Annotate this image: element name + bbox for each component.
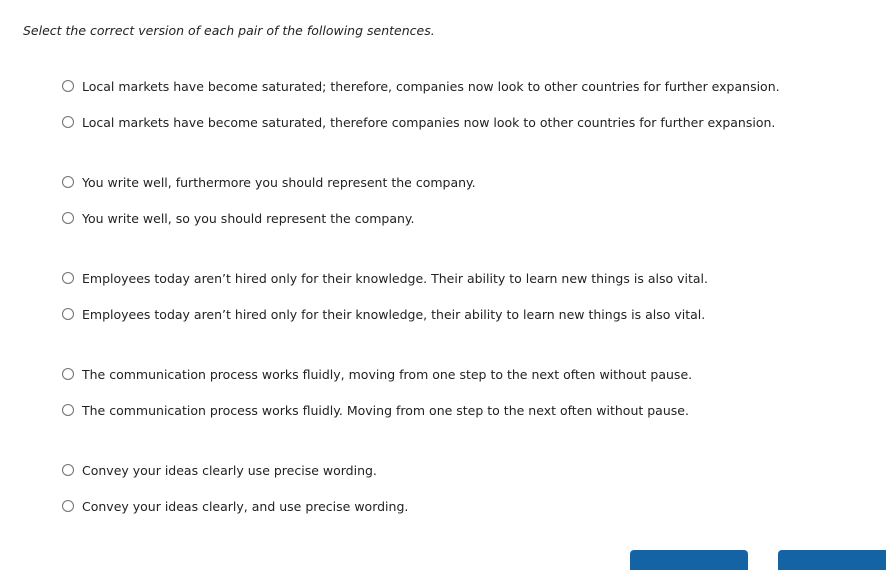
question-1-option-1[interactable] (62, 76, 780, 96)
radio-button[interactable] (62, 404, 74, 416)
question-5-option-1[interactable] (62, 460, 377, 480)
radio-button[interactable] (62, 308, 74, 320)
option-label: The communication process works fluidly, moving from one step to the next often without pause. (82, 366, 693, 382)
option-label: You write well, furthermore you should represent the company. (82, 174, 476, 190)
option-label: Convey your ideas clearly use precise wording. (82, 462, 377, 478)
radio-button[interactable] (62, 80, 74, 92)
question-2-option-1[interactable] (62, 172, 476, 192)
option-label: You write well, so you should represent the company. (82, 210, 415, 226)
radio-button[interactable] (62, 116, 74, 128)
option-label: Local markets have become saturated, therefore companies now look to other countries for further expansion. (82, 114, 776, 130)
radio-button[interactable] (62, 272, 74, 284)
next-button[interactable] (778, 550, 886, 570)
question-4-option-1[interactable] (62, 364, 692, 384)
previous-button[interactable] (630, 550, 748, 570)
instructions-text: Select the correct version of each pair of the following sentences. (23, 23, 435, 38)
option-label: Employees today aren’t hired only for their knowledge. Their ability to learn new things is also vital. (82, 270, 708, 286)
question-5-option-2[interactable] (62, 496, 408, 516)
option-label: The communication process works fluidly. Moving from one step to the next often without pause. (82, 402, 689, 418)
radio-button[interactable] (62, 176, 74, 188)
question-4-option-2[interactable] (62, 400, 689, 420)
option-label: Local markets have become saturated; therefore, companies now look to other countries for further expansion. (82, 78, 780, 94)
radio-button[interactable] (62, 464, 74, 476)
question-3-option-1[interactable] (62, 268, 708, 288)
option-label: Employees today aren’t hired only for their knowledge, their ability to learn new things is also vital. (82, 306, 706, 322)
radio-button[interactable] (62, 500, 74, 512)
radio-button[interactable] (62, 212, 74, 224)
radio-button[interactable] (62, 368, 74, 380)
question-1-option-2[interactable] (62, 112, 775, 132)
question-3-option-2[interactable] (62, 304, 705, 324)
option-label: Convey your ideas clearly, and use precise wording. (82, 498, 409, 514)
question-2-option-2[interactable] (62, 208, 415, 228)
